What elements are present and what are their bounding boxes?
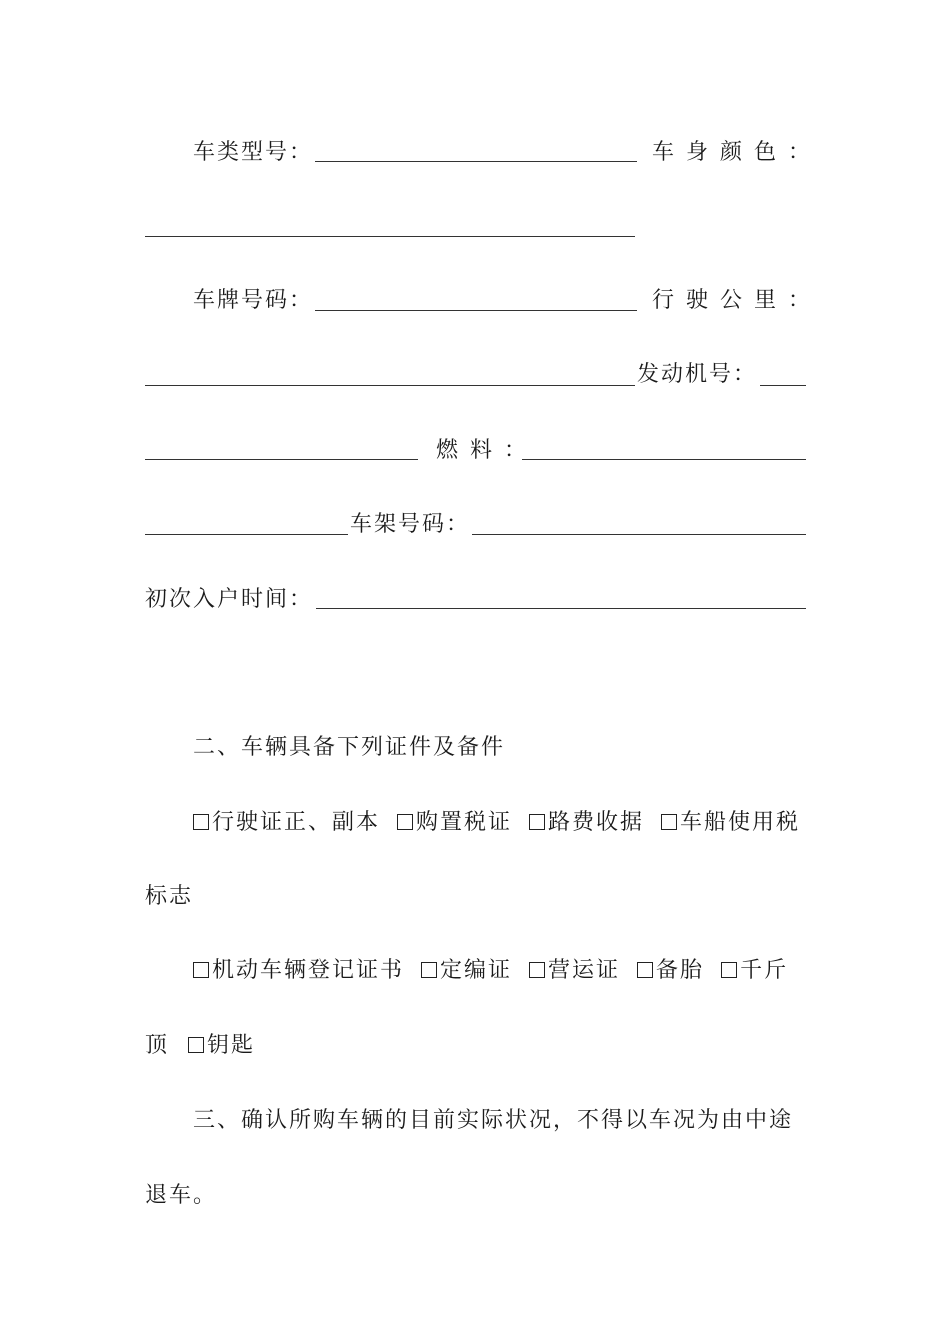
first-reg-label: 初次入户时间： bbox=[145, 587, 314, 612]
engine-label: 发动机号： bbox=[637, 362, 758, 387]
item-registration-cert[interactable]: 机动车辆登记证书 bbox=[193, 956, 404, 986]
item-jack[interactable]: 千斤 bbox=[721, 956, 788, 986]
item-operating-cert[interactable]: 营运证 bbox=[529, 956, 620, 986]
fuel-field[interactable] bbox=[522, 459, 806, 460]
item-spare-tire[interactable]: 备胎 bbox=[637, 956, 704, 986]
section3-line-2: 退车。 bbox=[145, 1183, 218, 1208]
checkbox-icon[interactable] bbox=[421, 962, 437, 978]
fuel-label: 燃料： bbox=[436, 438, 539, 463]
checkbox-icon[interactable] bbox=[529, 962, 545, 978]
model-field[interactable] bbox=[315, 161, 637, 162]
frame-label: 车架号码： bbox=[350, 512, 471, 537]
section2-heading: 二、车辆具备下列证件及备件 bbox=[193, 735, 506, 760]
item-license[interactable]: 行驶证正、副本 bbox=[193, 808, 380, 838]
plate-label: 车牌号码： bbox=[193, 288, 314, 313]
docs-row-2-cont: 顶 钥匙 bbox=[145, 1031, 255, 1061]
first-reg-field[interactable] bbox=[316, 608, 806, 609]
item-toll-receipt[interactable]: 路费收据 bbox=[529, 808, 644, 838]
plate-field[interactable] bbox=[315, 310, 637, 311]
engine-field-cont[interactable] bbox=[145, 459, 418, 460]
engine-field-start[interactable] bbox=[760, 385, 806, 386]
checkbox-icon[interactable] bbox=[529, 814, 545, 830]
docs-row-1-cont: 标志 bbox=[145, 884, 194, 909]
checkbox-icon[interactable] bbox=[661, 814, 677, 830]
item-purchase-tax[interactable]: 购置税证 bbox=[397, 808, 512, 838]
item-keys[interactable]: 钥匙 bbox=[188, 1031, 255, 1061]
mileage-label: 行驶公里： bbox=[652, 288, 823, 313]
fuel-field-cont[interactable] bbox=[145, 534, 348, 535]
model-label: 车类型号： bbox=[193, 140, 314, 165]
checkbox-icon[interactable] bbox=[721, 962, 737, 978]
frame-field[interactable] bbox=[472, 534, 806, 535]
item-quota-cert[interactable]: 定编证 bbox=[421, 956, 512, 986]
checkbox-icon[interactable] bbox=[193, 962, 209, 978]
item-vehicle-tax[interactable]: 车船使用税 bbox=[661, 808, 800, 838]
color-label: 车身颜色： bbox=[652, 140, 823, 165]
section3-line-1: 三、确认所购车辆的目前实际状况，不得以车况为由中途 bbox=[193, 1108, 794, 1133]
checkbox-icon[interactable] bbox=[193, 814, 209, 830]
checkbox-icon[interactable] bbox=[188, 1037, 204, 1053]
color-field[interactable] bbox=[145, 236, 635, 237]
docs-row-2 bbox=[193, 956, 788, 986]
checkbox-icon[interactable] bbox=[637, 962, 653, 978]
docs-row-1 bbox=[193, 808, 800, 838]
checkbox-icon[interactable] bbox=[397, 814, 413, 830]
mileage-field[interactable] bbox=[145, 385, 635, 386]
